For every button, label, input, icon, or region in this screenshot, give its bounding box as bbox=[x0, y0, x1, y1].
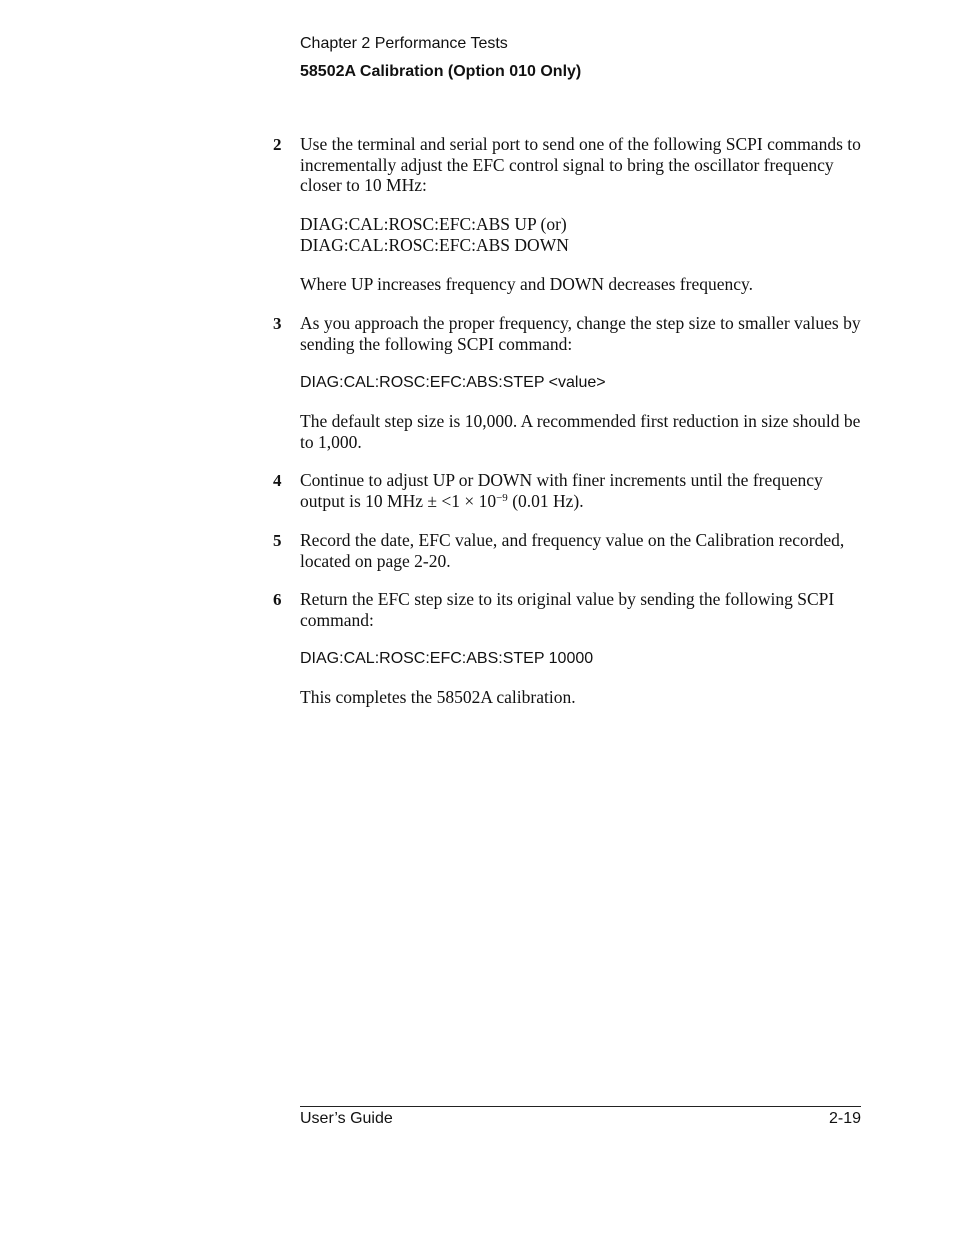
step-text-main: Continue to adjust UP or DOWN with finer increments until the frequency output is 10 MHz ± <1 × 10 bbox=[300, 470, 823, 511]
step-note: The default step size is 10,000. A recommended first reduction in size should be to 1,000. bbox=[300, 411, 861, 452]
exponent: −9 bbox=[496, 491, 508, 504]
step-number: 4 bbox=[273, 471, 282, 490]
step-text bbox=[300, 470, 870, 511]
step-text: Return the EFC step size to its original value by sending the following SCPI command: bbox=[300, 589, 835, 630]
step-number: 3 bbox=[273, 314, 282, 333]
page-number: 2-19 bbox=[828, 1110, 861, 1127]
step-text: Record the date, EFC value, and frequency value on the Calibration recorded, located on page 2-20. bbox=[300, 530, 845, 571]
scpi-command: DIAG:CAL:ROSC:EFC:ABS:STEP 10000 bbox=[300, 650, 594, 667]
section-title: 58502A Calibration (Option 010 Only) bbox=[300, 63, 582, 80]
step-number: 2 bbox=[273, 135, 282, 154]
step-text: Use the terminal and serial port to send one of the following SCPI commands to incrementally adjust the EFC control signal to bring the oscillator frequency closer to 10 MHz: bbox=[300, 134, 861, 196]
footer-guide-title: User’s Guide bbox=[300, 1110, 393, 1127]
step-number: 5 bbox=[273, 531, 282, 550]
footer-divider bbox=[300, 1106, 861, 1107]
step-number: 6 bbox=[273, 590, 282, 609]
scpi-command: DIAG:CAL:ROSC:EFC:ABS:STEP <value> bbox=[300, 374, 606, 391]
step-text-tail: (0.01 Hz). bbox=[507, 490, 584, 511]
step-note: This completes the 58502A calibration. bbox=[300, 687, 576, 707]
scpi-command: DIAG:CAL:ROSC:EFC:ABS DOWN bbox=[300, 235, 569, 255]
scpi-command: DIAG:CAL:ROSC:EFC:ABS UP (or) bbox=[300, 214, 567, 234]
step-text: As you approach the proper frequency, change the step size to smaller values by sending the following SCPI command: bbox=[300, 313, 861, 354]
step-note: Where UP increases frequency and DOWN decreases frequency. bbox=[300, 274, 753, 294]
chapter-title: Chapter 2 Performance Tests bbox=[300, 35, 508, 52]
